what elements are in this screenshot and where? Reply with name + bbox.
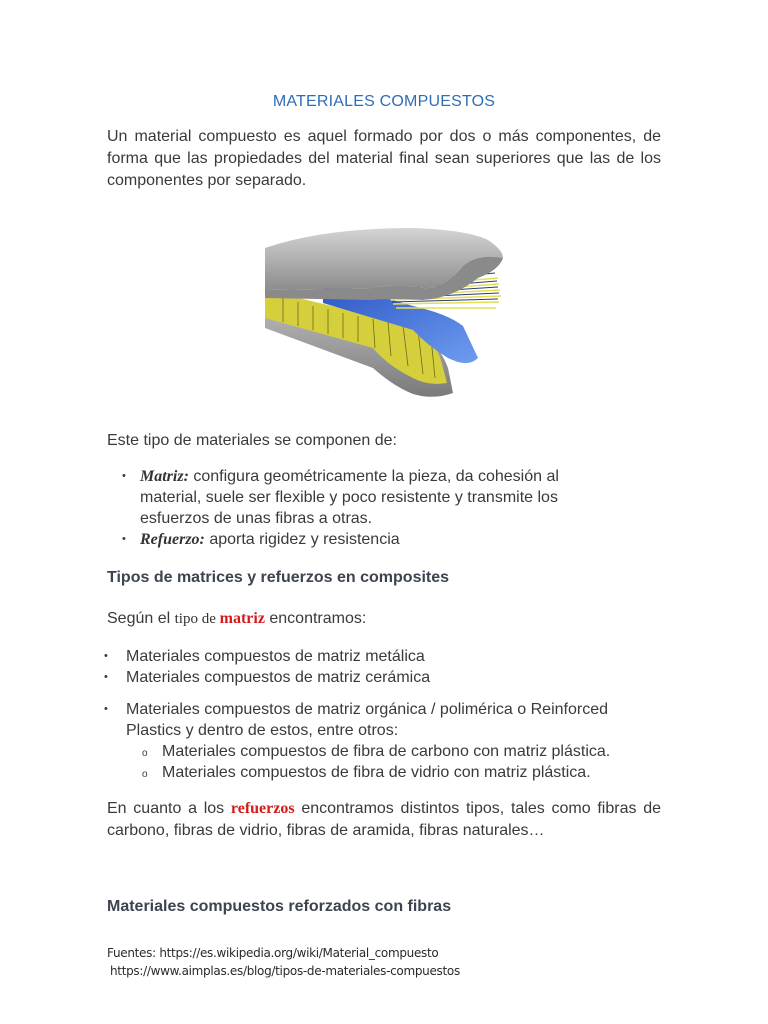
- components-list: [122, 466, 622, 550]
- list-item: [126, 741, 664, 762]
- matrix-highlight: matriz: [219, 610, 265, 627]
- matrix-type: Materiales compuestos de matriz cerámica: [126, 669, 431, 686]
- reinforcements-paragraph: [107, 798, 661, 842]
- organic-sublist: [126, 741, 664, 783]
- section-heading-types: Tipos de matrices y refuerzos en composites: [107, 569, 450, 586]
- matrix-intro-serif: tipo de: [174, 611, 220, 627]
- section-heading-fibers: Materiales compuestos reforzados con fibras: [107, 898, 452, 915]
- circle-bullet-icon: o: [142, 748, 148, 759]
- list-item: [104, 667, 664, 688]
- page-title: MATERIALES COMPUESTOS: [272, 93, 496, 110]
- list-item: [104, 646, 664, 667]
- organic-subtype: Materiales compuestos de fibra de carbono con matriz plástica.: [162, 743, 611, 760]
- matrices-list: [104, 646, 664, 783]
- matrix-type: Materiales compuestos de matriz metálica: [126, 648, 425, 665]
- bullet-icon: •: [122, 470, 126, 482]
- reinforcements-highlight: refuerzos: [230, 800, 295, 817]
- component-text: configura geométricamente la pieza, da cohesión al material, suele ser flexible y poco resistente y transmite los esfuerzos de unas fibras a otras.: [140, 468, 559, 527]
- bullet-icon: •: [104, 703, 108, 715]
- organic-subtype: Materiales compuestos de fibra de vidrio con matriz plástica.: [162, 764, 591, 781]
- list-item: [122, 529, 622, 550]
- bullet-icon: •: [104, 671, 108, 683]
- list-item: [104, 699, 664, 783]
- reinforcements-suffix: encontramos distintos tipos, tales como fibras de carbono, fibras de vidrio, fibras de aramida, fibras naturales…: [107, 800, 661, 839]
- matrix-type: Materiales compuestos de matriz orgánica / polimérica o Reinforced Plastics y dentro de estos, entre otros:: [126, 701, 608, 739]
- bullet-icon: •: [122, 533, 126, 545]
- list-item: [126, 762, 664, 783]
- components-intro: Este tipo de materiales se componen de:: [107, 432, 397, 449]
- matrix-intro: [107, 608, 661, 630]
- component-text: aporta rigidez y resistencia: [204, 531, 400, 548]
- intro-paragraph: Un material compuesto es aquel formado por dos o más componentes, de forma que las propiedades del material final sean superiores que las de los componentes por separado.: [107, 128, 661, 189]
- source-link[interactable]: Fuentes: https://es.wikipedia.org/wiki/Material_compuesto: [107, 946, 439, 960]
- composite-layers-illustration: [263, 218, 513, 408]
- matrix-intro-suffix: encontramos:: [264, 610, 367, 627]
- component-term: Refuerzo:: [140, 531, 205, 548]
- matrix-intro-prefix: Según el: [107, 610, 175, 627]
- bullet-icon: •: [104, 650, 108, 662]
- reinforcements-prefix: En cuanto a los: [107, 800, 231, 817]
- sources: [107, 944, 460, 980]
- list-item: [122, 466, 622, 529]
- component-term: Matriz:: [140, 468, 189, 485]
- source-link[interactable]: https://www.aimplas.es/blog/tipos-de-materiales-compuestos: [110, 964, 460, 978]
- circle-bullet-icon: o: [142, 769, 148, 780]
